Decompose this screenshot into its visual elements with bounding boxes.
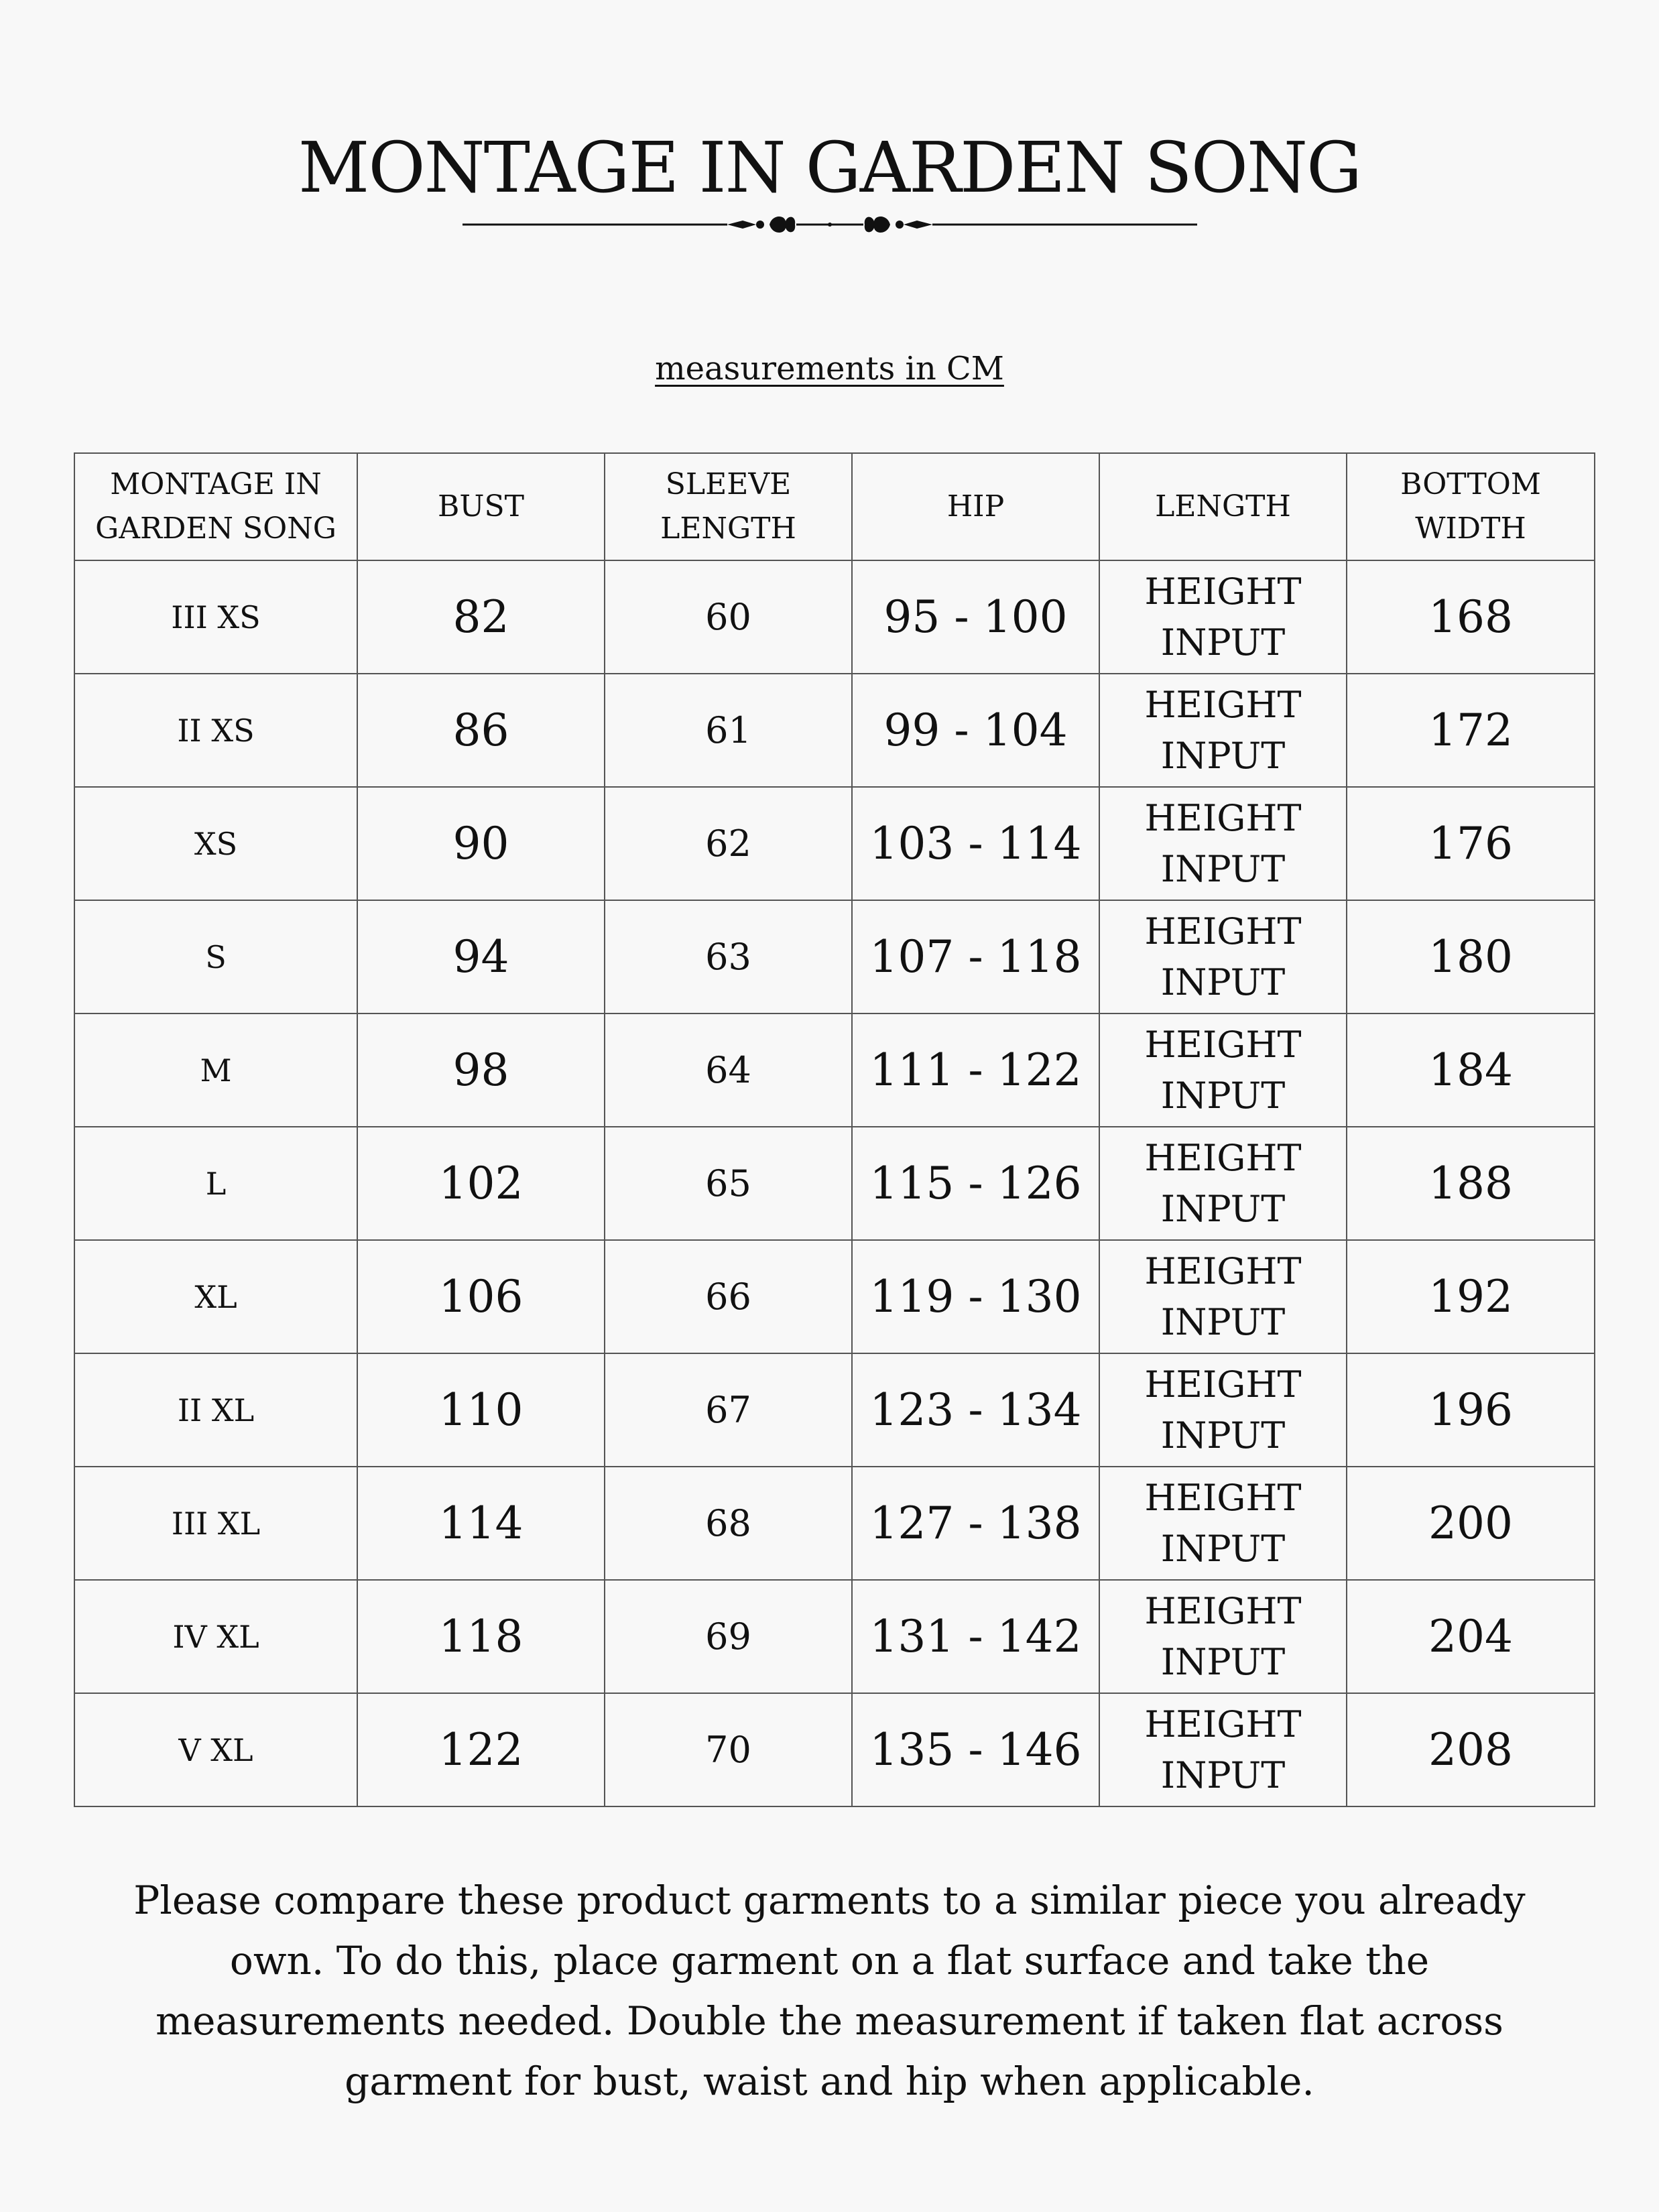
length-cell: HEIGHT INPUT <box>1099 1240 1347 1353</box>
size-cell: V XL <box>74 1693 357 1806</box>
instruction-line: own. To do this, place garment on a flat surface and take the <box>229 1938 1430 1983</box>
size-cell: XS <box>74 787 357 900</box>
size-cell: II XL <box>74 1353 357 1467</box>
bottom-width-cell: 204 <box>1347 1580 1595 1693</box>
instruction-line: measurements needed. Double the measurement if taken flat across <box>156 1998 1503 2044</box>
bottom-width-cell: 184 <box>1347 1013 1595 1127</box>
sleeve-length-cell: 69 <box>605 1580 852 1693</box>
sleeve-length-cell: 64 <box>605 1013 852 1127</box>
table-row <box>74 1580 1595 1693</box>
length-cell: HEIGHT INPUT <box>1099 787 1347 900</box>
bust-cell: 94 <box>357 900 605 1013</box>
hip-cell: 127 - 138 <box>852 1467 1099 1580</box>
size-cell: III XS <box>74 560 357 674</box>
bottom-width-cell: 208 <box>1347 1693 1595 1806</box>
sleeve-length-cell: 60 <box>605 560 852 674</box>
size-cell: II XS <box>74 674 357 787</box>
bust-cell: 98 <box>357 1013 605 1127</box>
sleeve-length-cell: 62 <box>605 787 852 900</box>
sleeve-length-cell: 63 <box>605 900 852 1013</box>
hip-cell: 135 - 146 <box>852 1693 1099 1806</box>
bust-cell: 106 <box>357 1240 605 1353</box>
measurements-unit-heading: measurements in CM <box>655 350 1004 387</box>
table-header-row <box>74 453 1595 560</box>
ornamental-divider-icon <box>463 208 1197 241</box>
bottom-width-cell: 188 <box>1347 1127 1595 1240</box>
bottom-width-cell: 176 <box>1347 787 1595 900</box>
hip-cell: 99 - 104 <box>852 674 1099 787</box>
hip-cell: 111 - 122 <box>852 1013 1099 1127</box>
bottom-width-cell: 196 <box>1347 1353 1595 1467</box>
sleeve-length-cell: 61 <box>605 674 852 787</box>
sleeve-length-cell: 68 <box>605 1467 852 1580</box>
bottom-width-cell: 200 <box>1347 1467 1595 1580</box>
size-cell: L <box>74 1127 357 1240</box>
size-cell: XL <box>74 1240 357 1353</box>
sleeve-length-cell: 65 <box>605 1127 852 1240</box>
bottom-width-cell: 192 <box>1347 1240 1595 1353</box>
header-bottom-width: BOTTOM WIDTH <box>1347 453 1595 560</box>
size-cell: III XL <box>74 1467 357 1580</box>
page-title: MONTAGE IN GARDEN SONG <box>298 126 1361 208</box>
sleeve-length-cell: 67 <box>605 1353 852 1467</box>
instruction-line: Please compare these product garments to a similar piece you already <box>133 1878 1526 1923</box>
bottom-width-cell: 180 <box>1347 900 1595 1013</box>
table-row <box>74 1240 1595 1353</box>
bust-cell: 122 <box>357 1693 605 1806</box>
measurement-instructions <box>101 1870 1558 2111</box>
table-row <box>74 787 1595 900</box>
length-cell: HEIGHT INPUT <box>1099 1353 1347 1467</box>
hip-cell: 107 - 118 <box>852 900 1099 1013</box>
hip-cell: 131 - 142 <box>852 1580 1099 1693</box>
size-cell: S <box>74 900 357 1013</box>
table-row <box>74 900 1595 1013</box>
size-cell: IV XL <box>74 1580 357 1693</box>
bust-cell: 110 <box>357 1353 605 1467</box>
table-row <box>74 674 1595 787</box>
table-row <box>74 560 1595 674</box>
length-cell: HEIGHT INPUT <box>1099 1127 1347 1240</box>
length-cell: HEIGHT INPUT <box>1099 1467 1347 1580</box>
length-cell: HEIGHT INPUT <box>1099 900 1347 1013</box>
header-bust: BUST <box>357 453 605 560</box>
header-hip: HIP <box>852 453 1099 560</box>
length-cell: HEIGHT INPUT <box>1099 674 1347 787</box>
bust-cell: 114 <box>357 1467 605 1580</box>
bust-cell: 82 <box>357 560 605 674</box>
header-size-name: MONTAGE IN GARDEN SONG <box>74 453 357 560</box>
table-row <box>74 1013 1595 1127</box>
size-cell: M <box>74 1013 357 1127</box>
sleeve-length-cell: 70 <box>605 1693 852 1806</box>
size-chart-table <box>74 452 1595 1807</box>
header-length: LENGTH <box>1099 453 1347 560</box>
hip-cell: 103 - 114 <box>852 787 1099 900</box>
length-cell: HEIGHT INPUT <box>1099 1580 1347 1693</box>
length-cell: HEIGHT INPUT <box>1099 1693 1347 1806</box>
length-cell: HEIGHT INPUT <box>1099 560 1347 674</box>
sleeve-length-cell: 66 <box>605 1240 852 1353</box>
header-sleeve-length: SLEEVE LENGTH <box>605 453 852 560</box>
hip-cell: 123 - 134 <box>852 1353 1099 1467</box>
hip-cell: 95 - 100 <box>852 560 1099 674</box>
table-row <box>74 1467 1595 1580</box>
bust-cell: 118 <box>357 1580 605 1693</box>
bottom-width-cell: 172 <box>1347 674 1595 787</box>
bust-cell: 90 <box>357 787 605 900</box>
instruction-line: garment for bust, waist and hip when applicable. <box>345 2059 1314 2104</box>
table-row <box>74 1127 1595 1240</box>
bust-cell: 86 <box>357 674 605 787</box>
table-row <box>74 1693 1595 1806</box>
table-row <box>74 1353 1595 1467</box>
hip-cell: 115 - 126 <box>852 1127 1099 1240</box>
bust-cell: 102 <box>357 1127 605 1240</box>
hip-cell: 119 - 130 <box>852 1240 1099 1353</box>
length-cell: HEIGHT INPUT <box>1099 1013 1347 1127</box>
bottom-width-cell: 168 <box>1347 560 1595 674</box>
